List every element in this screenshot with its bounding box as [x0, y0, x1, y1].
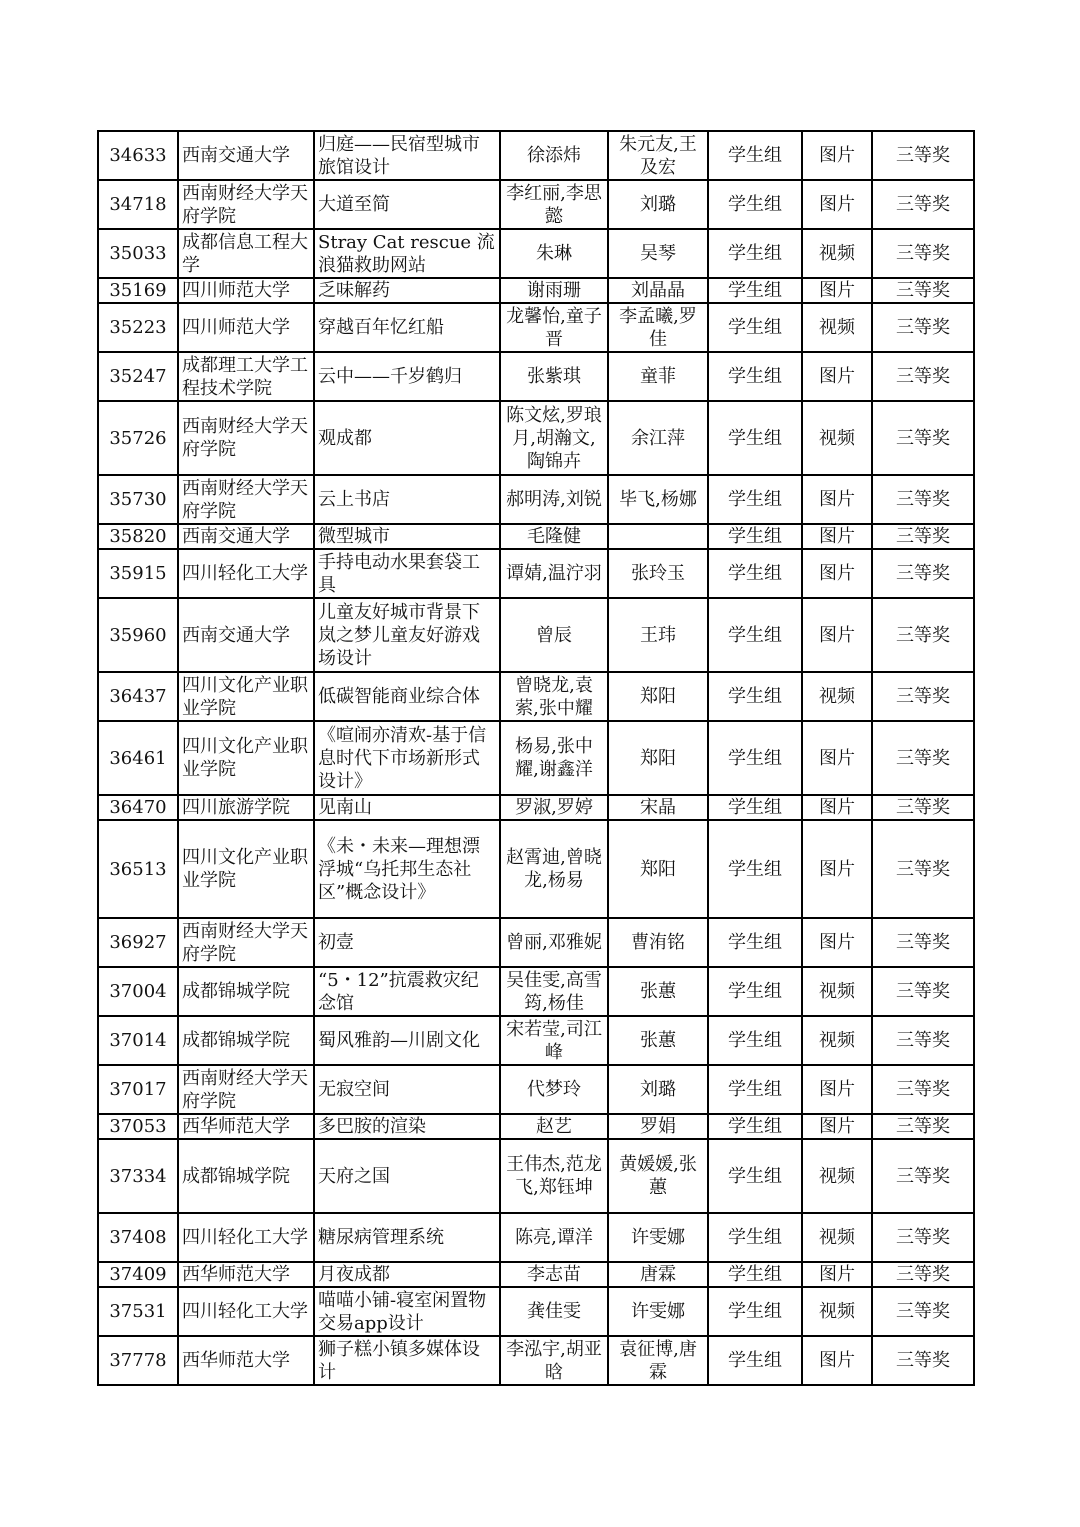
- teacher-names: 罗娟: [608, 1114, 708, 1139]
- teacher-names: 许雯娜: [608, 1213, 708, 1262]
- school-name: 西华师范大学: [178, 1114, 314, 1139]
- award-level: 三等奖: [872, 524, 974, 549]
- record-id: 35033: [98, 229, 178, 278]
- table-row: [98, 180, 974, 229]
- group-label: 学生组: [708, 1139, 802, 1213]
- work-type: 图片: [802, 278, 872, 303]
- work-type: 视频: [802, 672, 872, 721]
- record-id: 35223: [98, 303, 178, 352]
- student-names: 陈亮,谭洋: [500, 1213, 608, 1262]
- award-level: 三等奖: [872, 229, 974, 278]
- teacher-names: 毕飞,杨娜: [608, 475, 708, 524]
- teacher-names: 刘璐: [608, 1065, 708, 1114]
- group-label: 学生组: [708, 401, 802, 475]
- work-title: 《未・未来—理想漂浮城“乌托邦生态社区”概念设计》: [314, 820, 500, 918]
- work-title: Stray Cat rescue 流浪猫救助网站: [314, 229, 500, 278]
- school-name: 四川师范大学: [178, 303, 314, 352]
- record-id: 34633: [98, 131, 178, 180]
- group-label: 学生组: [708, 1336, 802, 1385]
- student-names: 毛隆健: [500, 524, 608, 549]
- award-level: 三等奖: [872, 352, 974, 401]
- work-title: 微型城市: [314, 524, 500, 549]
- record-id: 36927: [98, 918, 178, 967]
- teacher-names: 余江萍: [608, 401, 708, 475]
- school-name: 西南财经大学天府学院: [178, 1065, 314, 1114]
- teacher-names: 张蕙: [608, 967, 708, 1016]
- group-label: 学生组: [708, 303, 802, 352]
- award-level: 三等奖: [872, 598, 974, 672]
- school-name: 成都锦城学院: [178, 1016, 314, 1065]
- student-names: 陈文炫,罗琅月,胡瀚文,陶锦卉: [500, 401, 608, 475]
- school-name: 西南交通大学: [178, 598, 314, 672]
- school-name: 四川轻化工大学: [178, 1287, 314, 1336]
- table-row: [98, 1287, 974, 1336]
- work-title: 大道至简: [314, 180, 500, 229]
- group-label: 学生组: [708, 475, 802, 524]
- award-level: 三等奖: [872, 475, 974, 524]
- group-label: 学生组: [708, 1262, 802, 1287]
- award-level: 三等奖: [872, 721, 974, 795]
- work-type: 图片: [802, 1262, 872, 1287]
- school-name: 成都锦城学院: [178, 1139, 314, 1213]
- record-id: 37409: [98, 1262, 178, 1287]
- group-label: 学生组: [708, 131, 802, 180]
- award-level: 三等奖: [872, 1016, 974, 1065]
- table-row: [98, 967, 974, 1016]
- teacher-names: 黄媛媛,张蕙: [608, 1139, 708, 1213]
- student-names: 宋若莹,司江峰: [500, 1016, 608, 1065]
- school-name: 四川轻化工大学: [178, 1213, 314, 1262]
- work-type: 图片: [802, 598, 872, 672]
- record-id: 35169: [98, 278, 178, 303]
- teacher-names: 张蕙: [608, 1016, 708, 1065]
- table-row: [98, 918, 974, 967]
- record-id: 37004: [98, 967, 178, 1016]
- school-name: 西南交通大学: [178, 131, 314, 180]
- school-name: 成都锦城学院: [178, 967, 314, 1016]
- work-type: 图片: [802, 1336, 872, 1385]
- school-name: 西南财经大学天府学院: [178, 180, 314, 229]
- student-names: 徐添炜: [500, 131, 608, 180]
- record-id: 35960: [98, 598, 178, 672]
- teacher-names: 宋晶: [608, 795, 708, 820]
- table-row: [98, 475, 974, 524]
- school-name: 西南交通大学: [178, 524, 314, 549]
- award-level: 三等奖: [872, 278, 974, 303]
- work-title: 儿童友好城市背景下岚之梦儿童友好游戏场设计: [314, 598, 500, 672]
- work-type: 图片: [802, 131, 872, 180]
- school-name: 西南财经大学天府学院: [178, 475, 314, 524]
- teacher-names: 郑阳: [608, 672, 708, 721]
- work-title: 归庭——民宿型城市旅馆设计: [314, 131, 500, 180]
- teacher-names: 许雯娜: [608, 1287, 708, 1336]
- group-label: 学生组: [708, 795, 802, 820]
- group-label: 学生组: [708, 918, 802, 967]
- record-id: 37334: [98, 1139, 178, 1213]
- awards-table: [97, 130, 975, 1386]
- student-names: 李志苗: [500, 1262, 608, 1287]
- award-level: 三等奖: [872, 1262, 974, 1287]
- work-title: 穿越百年忆红船: [314, 303, 500, 352]
- record-id: 35247: [98, 352, 178, 401]
- work-type: 图片: [802, 1065, 872, 1114]
- student-names: 赵艺: [500, 1114, 608, 1139]
- award-level: 三等奖: [872, 180, 974, 229]
- student-names: 曾晓龙,袁萦,张中耀: [500, 672, 608, 721]
- school-name: 四川文化产业职业学院: [178, 672, 314, 721]
- work-title: “5・12”抗震救灾纪念馆: [314, 967, 500, 1016]
- award-level: 三等奖: [872, 1065, 974, 1114]
- student-names: 龚佳雯: [500, 1287, 608, 1336]
- work-type: 图片: [802, 524, 872, 549]
- student-names: 谭婧,温泞羽: [500, 549, 608, 598]
- work-title: 多巴胺的渲染: [314, 1114, 500, 1139]
- table-row: [98, 1114, 974, 1139]
- work-title: 糖尿病管理系统: [314, 1213, 500, 1262]
- work-title: 初壹: [314, 918, 500, 967]
- record-id: 37531: [98, 1287, 178, 1336]
- table-row: [98, 549, 974, 598]
- school-name: 西南财经大学天府学院: [178, 401, 314, 475]
- work-title: 云上书店: [314, 475, 500, 524]
- work-title: 喵喵小铺-寝室闲置物交易app设计: [314, 1287, 500, 1336]
- table-row: [98, 229, 974, 278]
- group-label: 学生组: [708, 672, 802, 721]
- work-title: 低碳智能商业综合体: [314, 672, 500, 721]
- award-level: 三等奖: [872, 795, 974, 820]
- record-id: 35726: [98, 401, 178, 475]
- teacher-names: 郑阳: [608, 721, 708, 795]
- table-row: [98, 278, 974, 303]
- teacher-names: 李孟曦,罗佳: [608, 303, 708, 352]
- award-level: 三等奖: [872, 549, 974, 598]
- award-level: 三等奖: [872, 401, 974, 475]
- school-name: 四川文化产业职业学院: [178, 721, 314, 795]
- teacher-names: 吴琴: [608, 229, 708, 278]
- teacher-names: 曹洧铭: [608, 918, 708, 967]
- teacher-names: 唐霖: [608, 1262, 708, 1287]
- award-level: 三等奖: [872, 820, 974, 918]
- table-row: [98, 1139, 974, 1213]
- award-level: 三等奖: [872, 1336, 974, 1385]
- table-row: [98, 795, 974, 820]
- work-title: 狮子糕小镇多媒体设计: [314, 1336, 500, 1385]
- school-name: 四川轻化工大学: [178, 549, 314, 598]
- record-id: 35915: [98, 549, 178, 598]
- award-level: 三等奖: [872, 1287, 974, 1336]
- table-row: [98, 131, 974, 180]
- group-label: 学生组: [708, 1213, 802, 1262]
- work-type: 视频: [802, 229, 872, 278]
- teacher-names: 张玲玉: [608, 549, 708, 598]
- record-id: 35820: [98, 524, 178, 549]
- award-level: 三等奖: [872, 1114, 974, 1139]
- teacher-names: 郑阳: [608, 820, 708, 918]
- table-row: [98, 524, 974, 549]
- work-type: 图片: [802, 1114, 872, 1139]
- group-label: 学生组: [708, 1065, 802, 1114]
- work-type: 视频: [802, 967, 872, 1016]
- award-level: 三等奖: [872, 1139, 974, 1213]
- group-label: 学生组: [708, 820, 802, 918]
- work-type: 视频: [802, 1213, 872, 1262]
- student-names: 曾丽,邓雅妮: [500, 918, 608, 967]
- work-type: 图片: [802, 475, 872, 524]
- teacher-names: 童菲: [608, 352, 708, 401]
- record-id: 36513: [98, 820, 178, 918]
- record-id: 37778: [98, 1336, 178, 1385]
- work-title: 月夜成都: [314, 1262, 500, 1287]
- work-title: 无寂空间: [314, 1065, 500, 1114]
- work-type: 视频: [802, 303, 872, 352]
- student-names: 李红丽,李思懿: [500, 180, 608, 229]
- work-title: 《喧闹亦清欢-基于信息时代下市场新形式设计》: [314, 721, 500, 795]
- group-label: 学生组: [708, 352, 802, 401]
- group-label: 学生组: [708, 1114, 802, 1139]
- record-id: 34718: [98, 180, 178, 229]
- table-row: [98, 1016, 974, 1065]
- student-names: 朱琳: [500, 229, 608, 278]
- student-names: 郝明涛,刘锐: [500, 475, 608, 524]
- work-type: 视频: [802, 1016, 872, 1065]
- work-title: 观成都: [314, 401, 500, 475]
- teacher-names: 袁征博,唐霖: [608, 1336, 708, 1385]
- group-label: 学生组: [708, 524, 802, 549]
- work-title: 见南山: [314, 795, 500, 820]
- award-level: 三等奖: [872, 672, 974, 721]
- group-label: 学生组: [708, 967, 802, 1016]
- group-label: 学生组: [708, 598, 802, 672]
- school-name: 成都信息工程大学: [178, 229, 314, 278]
- work-title: 手持电动水果套袋工具: [314, 549, 500, 598]
- work-title: 蜀风雅韵—川剧文化: [314, 1016, 500, 1065]
- teacher-names: 王玮: [608, 598, 708, 672]
- table-row: [98, 303, 974, 352]
- work-type: 图片: [802, 180, 872, 229]
- work-type: 图片: [802, 918, 872, 967]
- student-names: 杨易,张中耀,谢鑫洋: [500, 721, 608, 795]
- record-id: 36461: [98, 721, 178, 795]
- work-type: 图片: [802, 820, 872, 918]
- record-id: 37408: [98, 1213, 178, 1262]
- table-row: [98, 1213, 974, 1262]
- student-names: 张紫琪: [500, 352, 608, 401]
- work-title: 天府之国: [314, 1139, 500, 1213]
- award-level: 三等奖: [872, 1213, 974, 1262]
- work-type: 图片: [802, 352, 872, 401]
- table-body: [98, 131, 974, 1385]
- work-title: 云中——千岁鹤归: [314, 352, 500, 401]
- school-name: 四川文化产业职业学院: [178, 820, 314, 918]
- record-id: 36470: [98, 795, 178, 820]
- teacher-names: 朱元友,王及宏: [608, 131, 708, 180]
- teacher-names: [608, 524, 708, 549]
- school-name: 四川旅游学院: [178, 795, 314, 820]
- record-id: 37017: [98, 1065, 178, 1114]
- table-row: [98, 401, 974, 475]
- work-type: 图片: [802, 721, 872, 795]
- school-name: 西南财经大学天府学院: [178, 918, 314, 967]
- work-type: 视频: [802, 1287, 872, 1336]
- school-name: 成都理工大学工程技术学院: [178, 352, 314, 401]
- table-row: [98, 598, 974, 672]
- teacher-names: 刘璐: [608, 180, 708, 229]
- school-name: 西华师范大学: [178, 1336, 314, 1385]
- award-level: 三等奖: [872, 131, 974, 180]
- work-type: 视频: [802, 1139, 872, 1213]
- group-label: 学生组: [708, 229, 802, 278]
- award-level: 三等奖: [872, 967, 974, 1016]
- table-row: [98, 672, 974, 721]
- group-label: 学生组: [708, 549, 802, 598]
- teacher-names: 刘晶晶: [608, 278, 708, 303]
- group-label: 学生组: [708, 278, 802, 303]
- work-type: 图片: [802, 795, 872, 820]
- work-type: 图片: [802, 549, 872, 598]
- student-names: 李泓宇,胡亚晗: [500, 1336, 608, 1385]
- table-row: [98, 1336, 974, 1385]
- student-names: 龙馨怡,童子晋: [500, 303, 608, 352]
- group-label: 学生组: [708, 1016, 802, 1065]
- student-names: 赵霄迪,曾晓龙,杨易: [500, 820, 608, 918]
- table-row: [98, 1262, 974, 1287]
- record-id: 37053: [98, 1114, 178, 1139]
- record-id: 37014: [98, 1016, 178, 1065]
- work-type: 视频: [802, 401, 872, 475]
- table-row: [98, 1065, 974, 1114]
- work-title: 乏味解药: [314, 278, 500, 303]
- student-names: 谢雨珊: [500, 278, 608, 303]
- student-names: 代梦玲: [500, 1065, 608, 1114]
- group-label: 学生组: [708, 721, 802, 795]
- table-row: [98, 721, 974, 795]
- table-row: [98, 352, 974, 401]
- student-names: 王伟杰,范龙飞,郑钰坤: [500, 1139, 608, 1213]
- group-label: 学生组: [708, 180, 802, 229]
- group-label: 学生组: [708, 1287, 802, 1336]
- student-names: 曾辰: [500, 598, 608, 672]
- school-name: 西华师范大学: [178, 1262, 314, 1287]
- award-level: 三等奖: [872, 918, 974, 967]
- record-id: 36437: [98, 672, 178, 721]
- student-names: 吴佳雯,高雪筠,杨佳: [500, 967, 608, 1016]
- table-row: [98, 820, 974, 918]
- student-names: 罗淑,罗婷: [500, 795, 608, 820]
- record-id: 35730: [98, 475, 178, 524]
- school-name: 四川师范大学: [178, 278, 314, 303]
- award-level: 三等奖: [872, 303, 974, 352]
